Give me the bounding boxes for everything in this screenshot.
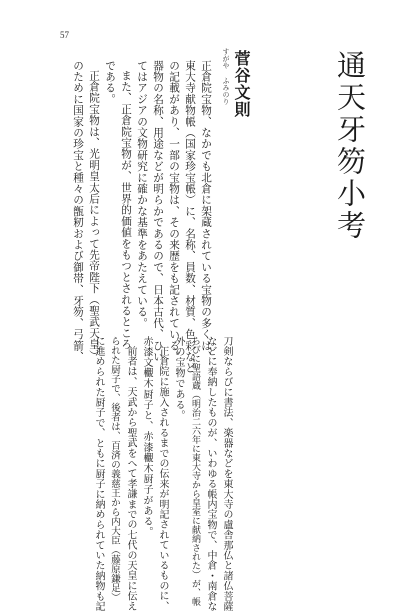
author-ruby: すがや ふみのり bbox=[222, 48, 230, 105]
body-column-lower-6: 赤漆文欟木厨子と、赤漆欟木厨子がある。 bbox=[141, 336, 152, 538]
body-column-upper-7: である。 bbox=[104, 60, 116, 105]
body-column-upper-2: 東大寺献物帳（国家珍宝帳）に、名称、員数、材質、色彩など bbox=[184, 60, 196, 374]
author-name: 菅谷文則 bbox=[232, 50, 251, 118]
page-number: 57 bbox=[60, 30, 69, 40]
body-column-lower-4: 外の宝物である。 bbox=[173, 336, 184, 421]
body-column-lower-7: 前者は、天武から聖武をへて孝謙までの七代の天皇に伝え bbox=[125, 346, 136, 611]
body-column-upper-4: 器物の名称、用途などが明らかであるので、日本古代、ひい bbox=[152, 60, 164, 363]
body-column-lower-1: 刀剣ならびに書法、楽器などを東大寺の盧舎那仏と諸仏菩薩 bbox=[221, 336, 232, 611]
body-column-lower-9: に進められた厨子で、ともに厨子に納められていた納物も記 bbox=[93, 336, 104, 611]
article-title: 通天牙笏小考 bbox=[333, 50, 367, 242]
body-column-upper-9: のために国家の珍宝と種々の甑籾および御帯、牙笏、弓箭、 bbox=[72, 60, 84, 363]
body-column-upper-5: てはアジアの文物研究に確かな基準をあたえている。 bbox=[136, 60, 148, 329]
body-column-lower-3: らびに聖語蔵（明治二六年に東大寺から皇室に献納された）が、帳 bbox=[190, 336, 200, 606]
body-column-lower-5: 正倉院に施入されるまでの伝来が明記されているものに、 bbox=[157, 346, 168, 611]
body-column-upper-8: 正倉院宝物は、光明皇太后によって先帝陛下（聖武天皇） bbox=[88, 70, 100, 362]
body-column-upper-6: また、正倉院宝物が、世界的価値をもつとされるところ bbox=[120, 70, 132, 350]
body-column-lower-8: られた厨子で、後者は、百済の義慈王から内大臣（藤原鎌足） bbox=[109, 336, 120, 602]
body-column-upper-1: 正倉院宝物、なかでも北倉に架蔵されている宝物の多くは、 bbox=[200, 60, 212, 363]
body-column-lower-2: などに奉納したものが、いわゆる帳内宝物で、中倉・南倉な bbox=[205, 336, 216, 611]
body-column-upper-3: の記載があり、一部の宝物は、その来歴をも記されている。 bbox=[168, 60, 180, 363]
